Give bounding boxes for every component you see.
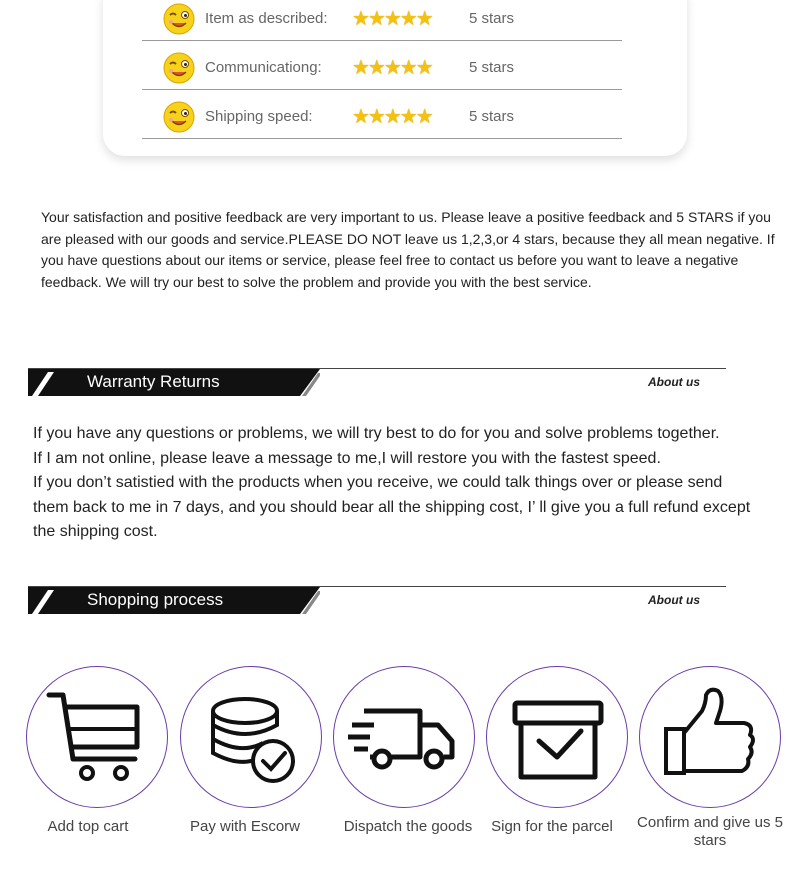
section-title: Shopping process [87, 590, 224, 609]
about-us-label: About us [648, 375, 700, 389]
rating-label: Item as described: [205, 10, 328, 27]
warranty-section-header [28, 368, 726, 398]
step-add-to-cart [26, 666, 168, 808]
rating-label: Communicationg: [205, 59, 322, 76]
warranty-line: If I am not online, please leave a message to me,I will restore you with the fastest speed. [33, 449, 661, 467]
coins-check-icon [181, 667, 321, 807]
warranty-text [33, 422, 793, 545]
thumbs-up-icon [640, 667, 780, 807]
truck-icon [334, 667, 474, 807]
cart-icon [27, 667, 167, 807]
rating-value: 5 stars [469, 10, 515, 27]
step-dispatch [333, 666, 475, 808]
winking-emoji-icon [162, 100, 196, 134]
step-label: Dispatch the goods [343, 818, 473, 835]
warranty-line: If you have any questions or problems, we will try best to do for you and solve problems together. [33, 425, 720, 442]
step-sign [486, 666, 628, 808]
shopping-section-header [28, 586, 726, 616]
about-us-label: About us [648, 593, 700, 607]
rating-value: 5 stars [469, 108, 515, 125]
rating-row-communication [142, 51, 622, 90]
step-label: Pay with Escorw [189, 818, 301, 835]
section-title: Warranty Returns [87, 372, 220, 391]
winking-emoji-icon [162, 51, 196, 85]
rating-label: Shipping speed: [205, 108, 313, 125]
feedback-paragraph: Your satisfaction and positive feedback are very important to us. Please leave a positive feedback and 5 STARS if you are pleased with our goods and service.PLEASE DO NOT leave us 1,2,3,or 4 stars, because they all mean negative. If you have questions about our items or service, please feel free to contact us before you want to leave a negative feedback. We will try our best to solve the problem and provide you with the best service. [41, 209, 775, 290]
parcel-check-icon [487, 667, 627, 807]
step-label: Confirm and give us 5 stars [637, 814, 783, 849]
step-pay [180, 666, 322, 808]
warranty-line: If you don’t satistied with the products when you receive, we could talk things over or please send them back to me in 7 days, and you should bear all the shipping cost, I’ ll give you a full refund except the shipping cost. [33, 474, 751, 540]
rating-row-item-described [142, 2, 622, 41]
five-stars-icon: ★★★★★ [352, 106, 432, 128]
winking-emoji-icon [162, 2, 196, 36]
step-label: Add top cart [47, 818, 129, 835]
five-stars-icon: ★★★★★ [352, 8, 432, 30]
five-stars-icon: ★★★★★ [352, 57, 432, 79]
step-confirm [639, 666, 781, 808]
rating-row-shipping-speed [142, 100, 622, 139]
rating-value: 5 stars [469, 59, 515, 76]
step-label: Sign for the parcel [491, 818, 613, 835]
